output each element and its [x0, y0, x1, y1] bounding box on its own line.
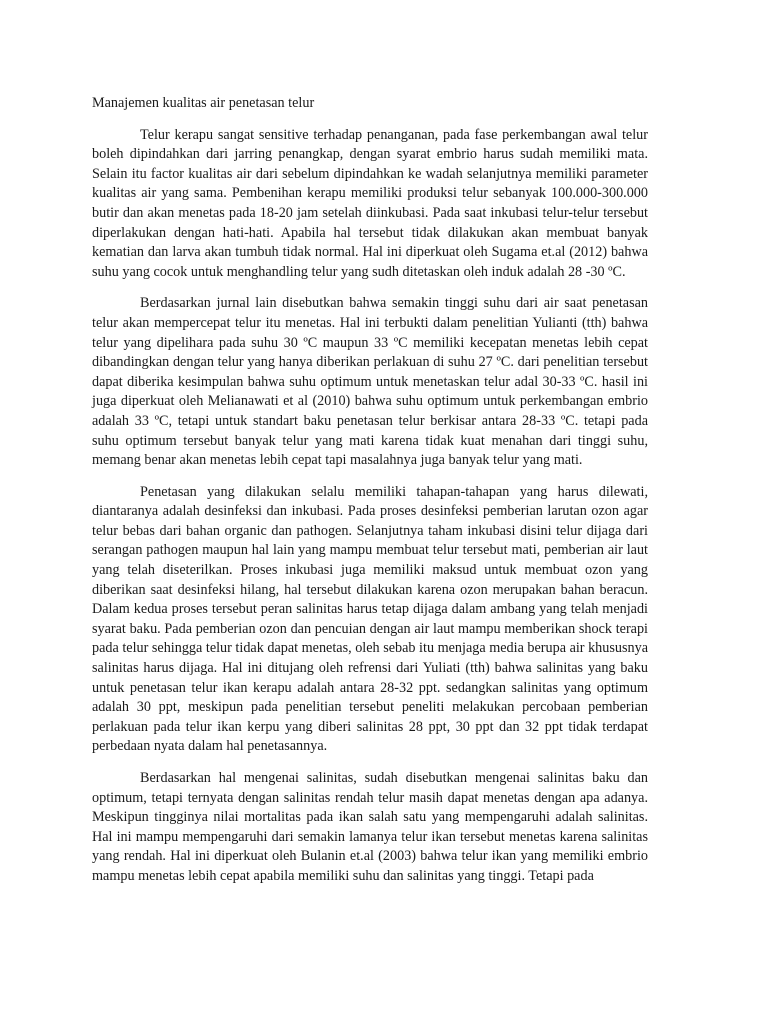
paragraph-4: Berdasarkan hal mengenai salinitas, sudah disebutkan mengenai salinitas baku dan optimum, tetapi ternyata dengan salinitas rendah telur masih dapat menetas dengan apa adanya. Meskipun tingginya nilai mortalitas pada ikan salah satu yang mempengaruhi adalah salinitas. Hal ini mampu mempengaruhi dari semakin lamanya telur ikan tersebut menetas karena salinitas yang rendah. Hal ini diperkuat oleh Bulanin et.al (2003) bahwa telur ikan yang memiliki embrio mampu menetas lebih cepat apabila memiliki suhu dan salinitas yang tinggi. Tetapi pada: [92, 770, 648, 884]
paragraph-3: Penetasan yang dilakukan selalu memiliki tahapan-tahapan yang harus dilewati, diantaranya adalah desinfeksi dan inkubasi. Pada proses desinfeksi pemberian larutan ozon agar telur bebas dari bahan organic dan pathogen. Selanjutnya taham inkubasi disini telur dijaga dari serangan pathogen maupun hal lain yang mampu membuat telur tersebut mati, pemberian air laut yang telah diseterilkan. Proses inkubasi juga memiliki maksud untuk membuat ozon yang diberikan saat desinfeksi hilang, hal tersebut dilakukan karena ozon merupakan bahan beracun. Dalam kedua proses tersebut peran salinitas harus tetap dijaga dalam ambang yang telah menjadi syarat baku. Pada pemberian ozon dan pencuian dengan air laut mampu memberikan shock terapi pada telur sehingga telur tidak dapat menetas, oleh sebab itu menjaga media berupa air khususnya salinitas harus dijaga. Hal ini ditujang oleh refrensi dari Yuliati (tth) bahwa salinitas yang baku untuk penetasan telur ikan kerapu adalah antara 28-32 ppt. sedangkan salinitas yang optimum adalah 30 ppt, meskipun pada penelitian tersebut peneliti melakukan percobaan pemberian perlakuan pada telur ikan kerpu yang diberi salinitas 28 ppt, 30 ppt dan 32 ppt tidak terdapat perbedaan nyata dalam hal penetasannya.: [92, 483, 648, 755]
paragraph-2: Berdasarkan jurnal lain disebutkan bahwa semakin tinggi suhu dari air saat penetasan telur akan mempercepat telur itu menetas. Hal ini terbukti dalam penelitian Yulianti (tth) bahwa telur yang dipelihara pada suhu 30 ºC maupun 33 ºC memiliki kecepatan menetas lebih cepat dibandingkan dengan telur yang hanya diberikan perlakuan di suhu 27 ºC. dari penelitian tersebut dapat diberika kesimpulan bahwa suhu optimum untuk menetaskan telur adal 30-33 ºC. hasil ini juga diperkuat oleh Melianawati et al (2010) bahwa suhu optimum untuk perkembangan embrio adalah 33 ºC, tetapi untuk standart baku penetasan telur berkisar antara 28-33 ºC. tetapi pada suhu optimum tersebut banyak telur yang mati karena tidak kuat menahan dari tinggi suhu, memang benar akan menetas lebih cepat tapi masalahnya juga banyak telur yang mati.: [92, 295, 648, 469]
paragraph-1: Telur kerapu sangat sensitive terhadap penanganan, pada fase perkembangan awal telur boleh dipindahkan dari jarring penangkap, dengan syarat embrio harus sudah memiliki mata. Selain itu factor kualitas air dari sebelum dipindahkan ke wadah selanjutnya memiliki parameter kualitas air yang sama. Pembenihan kerapu memiliki produksi telur sebanyak 100.000-300.000 butir dan akan menetas pada 18-20 jam setelah diinkubasi. Pada saat inkubasi telur-telur tersebut diperlakukan dengan hati-hati. Apabila hal tersebut tidak dilakukan akan membuat banyak kematian dan larva akan tumbuh tidak normal. Hal ini diperkuat oleh Sugama et.al (2012) bahwa suhu yang cocok untuk menghandling telur yang sudh ditetaskan oleh induk adalah 28 -30 ºC.: [92, 126, 648, 280]
document-title: Manajemen kualitas air penetasan telur: [92, 95, 315, 111]
